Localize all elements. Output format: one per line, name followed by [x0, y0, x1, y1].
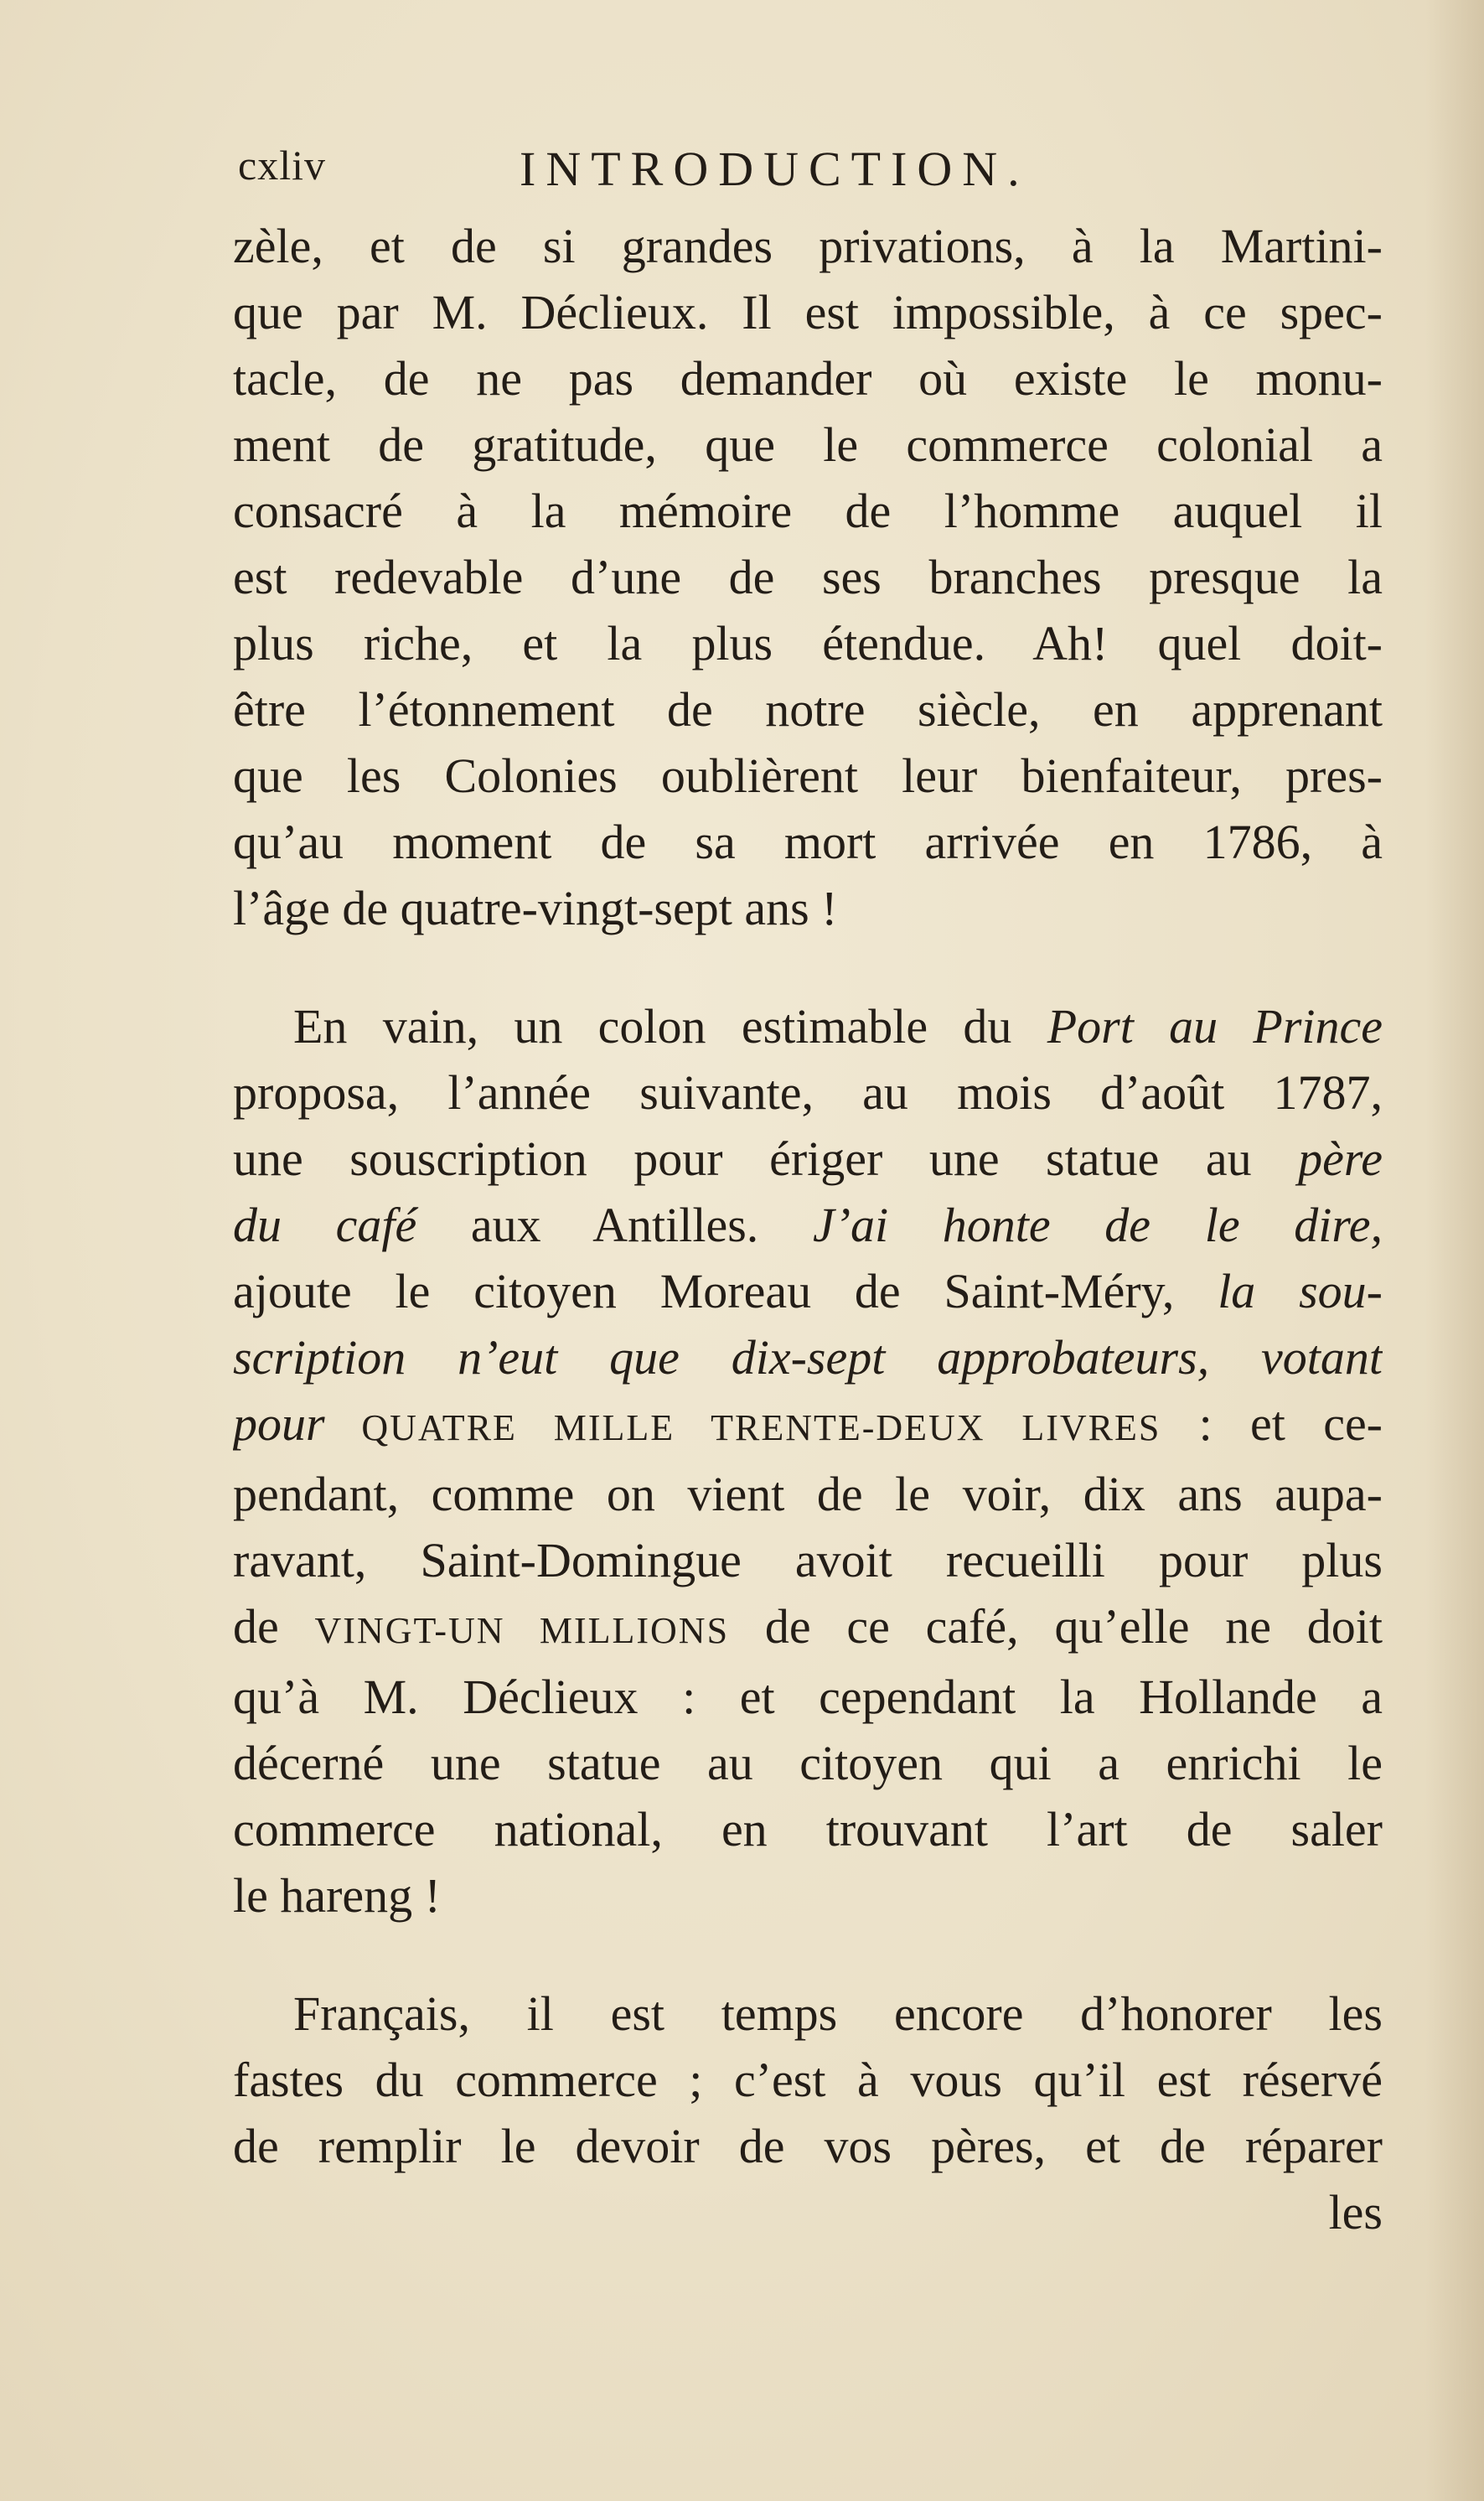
- text-run: de: [233, 1599, 315, 1654]
- text-line: [233, 1593, 1383, 1664]
- text-line: pendant, comme on vient de le voir, dix ans aupa-: [233, 1467, 1383, 1521]
- text-run: En vain, un colon estimable du: [293, 999, 1047, 1054]
- text-run: aux Antilles.: [416, 1198, 813, 1252]
- text-line: [233, 1390, 1383, 1461]
- small-caps-text: VINGT-UN MILLIONS: [314, 1610, 730, 1651]
- text-line: le hareng !: [233, 1868, 441, 1923]
- text-run: ajoute le citoyen Moreau de Saint-Méry,: [233, 1264, 1218, 1318]
- text-run: une souscription pour ériger une statue au: [233, 1131, 1299, 1186]
- text-line: zèle, et de si grandes privations, à la Martini-: [233, 219, 1383, 273]
- text-line: ravant, Saint-Domingue avoit recueilli pour plus: [233, 1533, 1383, 1587]
- text-line: que les Colonies oublièrent leur bienfaiteur, pres-: [233, 748, 1383, 803]
- text-line: [233, 1126, 1383, 1192]
- text-line-italic: scription n’eut que dix-sept approbateurs, votant: [233, 1330, 1383, 1385]
- text-line: Français, il est temps encore d’honorer les: [293, 1986, 1383, 2041]
- text-run: de ce café, qu’elle ne doit: [729, 1599, 1383, 1654]
- text-line: est redevable d’une de ses branches presque la: [233, 550, 1383, 604]
- text-run: : et ce-: [1161, 1396, 1383, 1451]
- italic-quote: la sou-: [1218, 1264, 1383, 1318]
- text-line: qu’au moment de sa mort arrivée en 1786, à: [233, 815, 1383, 869]
- text-line: de remplir le devoir de vos pères, et de réparer: [233, 2119, 1383, 2173]
- italic-text: du café: [233, 1198, 417, 1252]
- paragraph-1: [233, 213, 1383, 941]
- text-line: plus riche, et la plus étendue. Ah! quel doit-: [233, 616, 1383, 671]
- text-line: [233, 1192, 1383, 1258]
- paragraph-gap: [233, 941, 1383, 993]
- italic-text: père: [1298, 1131, 1383, 1186]
- text-line: [233, 1258, 1383, 1324]
- text-line: l’âge de quatre-vingt-sept ans !: [233, 881, 838, 935]
- text-line: qu’à M. Déclieux : et cependant la Hollande a: [233, 1670, 1383, 1724]
- text-line: [233, 993, 1383, 1059]
- text-line: proposa, l’année suivante, au mois d’août 1787,: [233, 1065, 1383, 1120]
- running-title: INTRODUCTION.: [520, 142, 1030, 196]
- text-line: être l’étonnement de notre siècle, en apprenant: [233, 682, 1383, 737]
- paragraph-gap: [233, 1929, 1383, 1981]
- page-number: cxliv: [238, 142, 326, 189]
- running-head: [233, 141, 1383, 208]
- text-line: consacré à la mémoire de l’homme auquel il: [233, 484, 1383, 538]
- text-line: tacle, de ne pas demander où existe le monu-: [233, 351, 1383, 406]
- text-block: [233, 141, 1383, 2245]
- catchword: les: [1328, 2185, 1383, 2240]
- italic-place-name: Port au Prince: [1047, 999, 1383, 1054]
- text-line: ment de gratitude, que le commerce colonial a: [233, 417, 1383, 472]
- italic-quote: pour: [233, 1396, 325, 1451]
- text-line: que par M. Déclieux. Il est impossible, à ce spec-: [233, 285, 1383, 339]
- paragraph-2: [233, 993, 1383, 1929]
- small-caps-text: QUATRE MILLE TRENTE-DEUX LIVRES: [324, 1407, 1161, 1448]
- italic-quote: J’ai honte de le dire,: [812, 1198, 1383, 1252]
- paragraph-3: [233, 1981, 1383, 2245]
- text-line: fastes du commerce ; c’est à vous qu’il est réservé: [233, 2053, 1383, 2107]
- text-line: décerné une statue au citoyen qui a enrichi le: [233, 1736, 1383, 1790]
- text-line: commerce national, en trouvant l’art de saler: [233, 1802, 1383, 1856]
